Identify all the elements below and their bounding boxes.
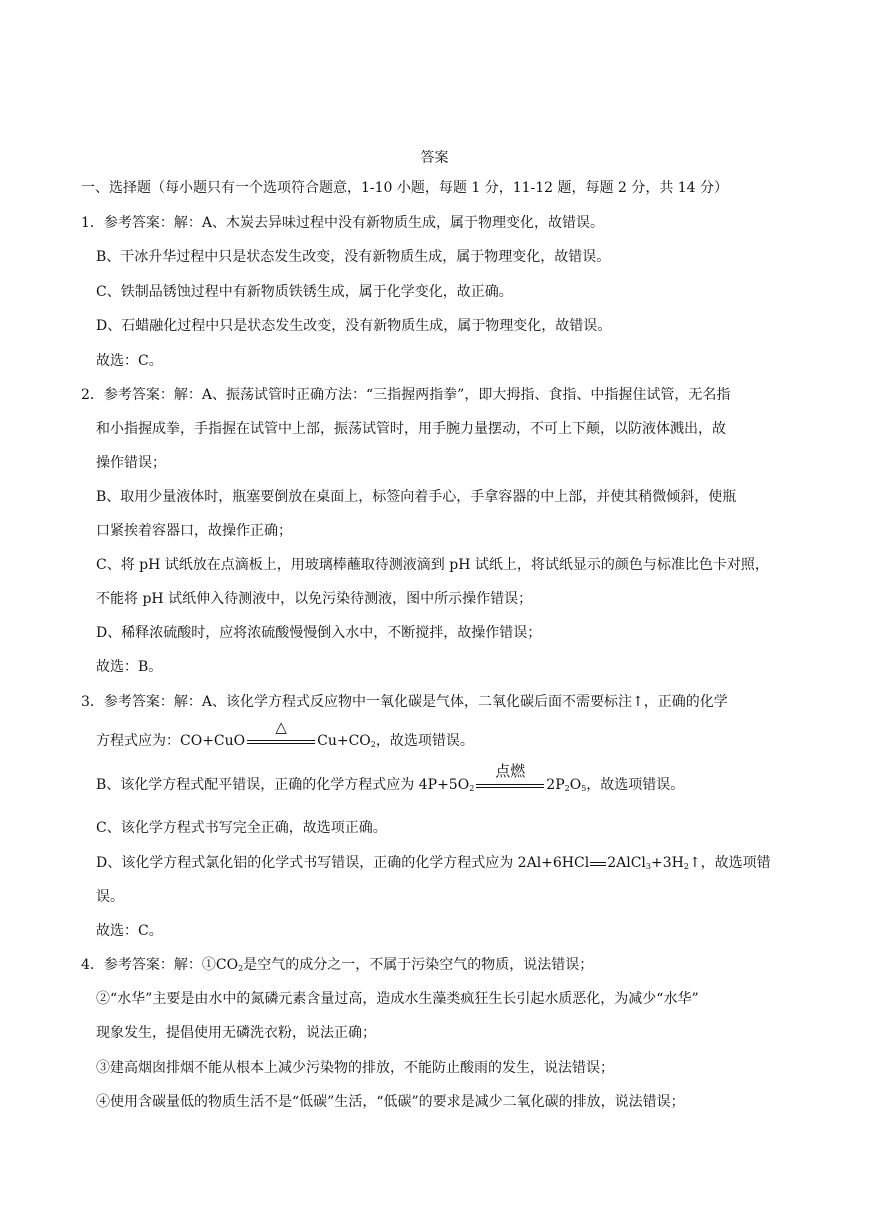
q3-line-6: 误。 [96,889,124,905]
page-title: 答案 [420,150,449,166]
equals-sign [589,853,607,873]
q3-answer: 故选：C。 [96,923,163,939]
q3-equation-a-left: 方程式应为：CO+CuO [96,733,246,749]
q3-line-4: C、该化学方程式书写完全正确，故选项正确。 [96,820,387,836]
q3-line-3: B、该化学方程式配平错误，正确的化学方程式应为 $4P+5O_2$ 点燃 $2P_2O_5$，故选项错误。 [96,762,685,793]
q4-line-4: ③建高烟囱排烟不能从根本上减少污染物的排放，不能防止酸雨的发生，说法错误； [96,1060,614,1076]
heat-condition: △ [275,718,287,736]
q2-line-1: 2．参考答案：解：A、振荡试管时正确方法：“三指握两指拳”，即大拇指、食指、中指握住试管，无名指 [81,387,731,403]
q4-line-1: 4．参考答案：解：$①CO_2$是空气的成分之一，不属于污染空气的物质，说法错误； [81,957,594,973]
q4-line-3: 现象发生，提倡使用无磷洗衣粉，说法正确； [96,1025,376,1041]
q3-line-1: 3．参考答案：解：A、该化学方程式反应物中一氧化碳是气体，二氧化碳后面不需要标注↑，正确的化学 [81,694,728,710]
section-header: 一、选择题（每小题只有一个选项符合题意，1-10 小题，每题 1 分，11-12 题，每题 2 分，共 14 分） [81,180,729,196]
ignite-condition: 点燃 [495,762,526,780]
q2-line-5: 口紧挨着容器口，故操作正确； [96,523,292,539]
q1-answer: 故选：C。 [96,353,163,369]
q1-line-1: 1．参考答案：解：A、木炭去异味过程中没有新物质生成，属于物理变化，故错误。 [81,215,605,231]
q2-line-3: 操作错误； [96,455,166,471]
q2-line-8: D、稀释浓硫酸时，应将浓硫酸慢慢倒入水中，不断搅拌，故操作错误； [96,625,542,641]
q1-line-2: B、干冰升华过程中只是状态发生改变，没有新物质生成，属于物理变化，故错误。 [96,249,611,265]
q2-line-6: C、将 pH 试纸放在点滴板上，用玻璃棒蘸取待测液滴到 pH 试纸上，将试纸显示的颜色与标准比色卡对照， [96,557,769,573]
equilibrium-sign [245,718,317,751]
q1-line-3: C、铁制品锈蚀过程中有新物质铁锈生成，属于化学变化，故正确。 [96,284,513,300]
q4-line-5: ④使用含碳量低的物质生活不是“低碳”生活，“低碳”的要求是减少二氧化碳的排放，说法错误； [96,1094,685,1110]
q4-line-2: ②“水华”主要是由水中的氮磷元素含量过高，造成水生藻类疯狂生长引起水质恶化，为减少“水华” [96,991,699,1007]
q3-line-5: D、该化学方程式氯化铝的化学式书写错误，正确的化学方程式应为 2Al+6HCl $2AlCl_3+3H_2↑$，故选项错 [96,855,771,871]
q2-answer: 故选：B。 [96,659,163,675]
q1-line-4: D、石蜡融化过程中只是状态发生改变，没有新物质生成，属于物理变化，故错误。 [96,318,612,334]
q2-line-2: 和小指握成拳，手指握在试管中上部，振荡试管时，用手腕力量摆动，不可上下颠，以防液体溅出，故 [96,421,726,437]
q2-line-7: 不能将 pH 试纸伸入待测液中，以免污染待测液，图中所示操作错误； [96,591,533,607]
q2-line-4: B、取用少量液体时，瓶塞要倒放在桌面上，标签向着手心，手拿容器的中上部，并使其稍微倾斜，使瓶 [96,489,737,505]
equilibrium-sign [474,762,546,795]
q3-line-2: 方程式应为：CO+CuO △ $Cu+CO_2$，故选项错误。 [96,718,474,749]
